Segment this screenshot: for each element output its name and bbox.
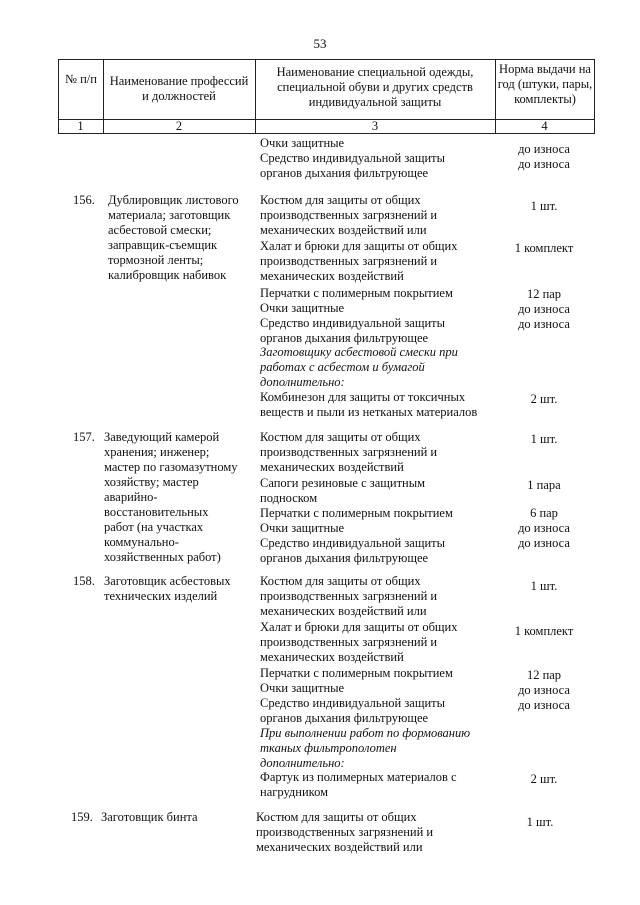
additional-note: При выполнении работ по формованию тканых фильтрополотен дополнительно: [260,726,471,770]
norm-list: 12 пар до износа до износа [518,287,570,331]
profession-name: Дублировщик листового материала; заготовщик асбестовой смески; заправщик-съемщик тормозной ленты; калибровщик набивок [108,193,239,282]
header-index-1: 1 [77,119,84,133]
header-top-rule [58,59,595,60]
equipment-item: Костюм для защиты от общих производственных загрязнений и механических воздействий или [260,193,438,237]
norm-list: 12 пар до износа до износа [518,668,570,712]
equipment-list: Очки защитные Средство индивидуальной защиты органов дыхания фильтрующее [260,136,446,180]
equipment-item: Комбинезон для защиты от токсичных веществ и пыли из нетканых материалов [260,390,478,419]
equipment-item: Фартук из полимерных материалов с нагрудником [260,770,457,799]
equipment-item: Халат и брюки для защиты от общих производственных загрязнений и механических воздействий [260,620,458,664]
equipment-item: Костюм для защиты от общих производственных загрязнений и механических воздействий или [260,574,438,618]
row-number: 157. [73,430,95,444]
header-bottom-rule [58,133,595,134]
equipment-item: Перчатки с полимерным покрытием Очки защитные Средство индивидуальной защиты органов дыхания фильтрующее [260,666,453,725]
equipment-item: Костюм для защиты от общих производственных загрязнений и механических воздействий [260,430,438,474]
norm-list: 6 пар до износа до износа [518,506,570,550]
additional-note: Заготовщику асбестовой смески при работах с асбестом и бумагой дополнительно: [260,345,458,389]
norm-value: 2 шт. [530,772,558,786]
row-number: 156. [73,193,95,207]
header-col-number: № п/п [65,72,97,86]
equipment-item: Перчатки с полимерным покрытием Очки защитные Средство индивидуальной защиты органов дыхания фильтрующее [260,286,453,345]
norm-value: 1 шт. [530,432,558,446]
norm-value: 1 комплект [514,241,574,255]
equipment-item: Халат и брюки для защиты от общих производственных загрязнений и механических воздействий [260,239,458,283]
norm-value: 2 шт. [530,392,558,406]
equipment-item: Перчатки с полимерным покрытием Очки защитные Средство индивидуальной защиты органов дыхания фильтрующее [260,506,453,565]
equipment-item: Сапоги резиновые с защитным подноском [260,476,426,505]
row-number: 158. [73,574,95,588]
header-index-3: 3 [371,119,379,133]
header-col-equipment: Наименование специальной одежды, специальной обуви и других средств индивидуальной защиты [276,65,474,109]
norm-value: 1 пара [527,478,561,492]
header-index-4: 4 [541,119,548,133]
col-divider [594,59,595,134]
profession-name: Заготовщик асбестовых технических изделий [104,574,231,603]
norm-list: до износа до износа [518,142,570,171]
header-col-profession: Наименование профессий и должностей [109,74,249,103]
equipment-item: Костюм для защиты от общих производственных загрязнений и механических воздействий или [256,810,434,854]
norm-value: 1 шт. [530,579,558,593]
header-col-norm: Норма выдачи на год (штуки, пары, комплекты) [497,62,593,106]
profession-name: Заготовщик бинта [101,810,198,824]
header-index-2: 2 [175,119,183,133]
norm-value: 1 шт. [526,815,554,829]
norm-value: 1 шт. [530,199,558,213]
norm-value: 1 комплект [514,624,574,638]
row-number: 159. [71,810,93,824]
profession-name: Заведующий камерой хранения; инженер; мастер по газомазутному хозяйству; мастер аварийно- восстановительных работ (на участках коммунально- хозяйственных работ) [104,430,238,564]
page-number: 53 [313,36,327,51]
